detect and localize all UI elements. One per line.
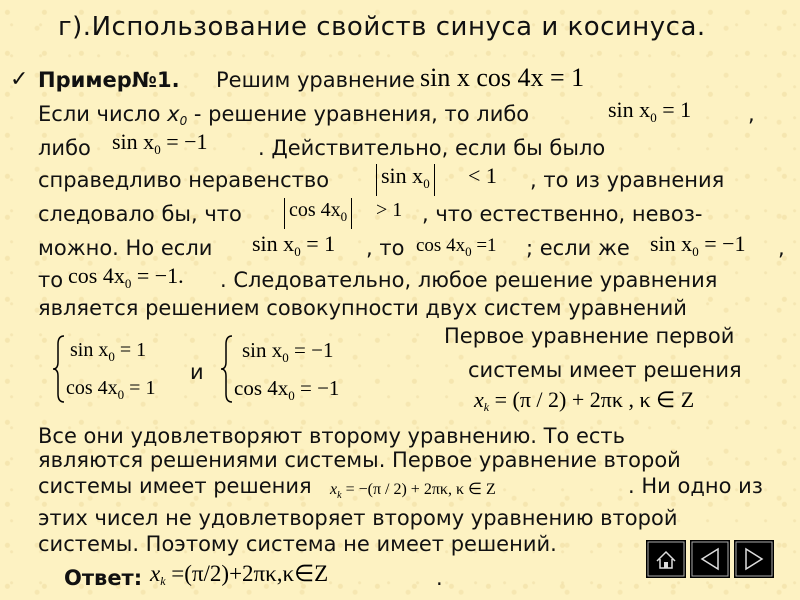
main-equation: sin x cos 4x = 1 [420,63,585,92]
right-text-1: Первое уравнение первой [444,324,735,348]
text-line-4a: справедливо неравенство [38,168,330,192]
formula-abs-cos: $\cos 4x_0$ [284,198,352,229]
system-1-eq-a: $\sin x_0 = 1$ [70,339,147,364]
para-line-2: являются решениями системы. Первое уравнение второй [38,448,681,472]
comma: , [778,236,785,260]
home-button[interactable] [646,540,686,578]
checkmark-icon: ✓ [10,67,29,92]
text-line-3a: либо [38,136,91,160]
prev-button[interactable] [690,540,730,578]
right-text-2: системы имеет решения [468,358,742,382]
system-1-eq-b: $\cos 4x_0 = 1$ [66,377,156,402]
left-brace-icon [52,334,66,404]
formula-cos-eq-1: $\cos 4x_0 =1$ [416,235,497,259]
para-line-3b: . Ни одно из [628,474,763,498]
answer-formula: xk =(π/2)+2πκ,κ∈Z [150,561,329,588]
para-line-4: этих чисел не удовлетворяет второму уравнению второй [38,506,678,530]
and-label: и [190,360,204,384]
text-line-7b: . Следовательно, любое решение уравнения [220,268,718,292]
para-line-3a: системы имеет решения [38,474,312,498]
para-line-1: Все они удовлетворяют второму уравнению. То есть [38,424,626,448]
text-fragment: - решение уравнения, то либо [193,102,530,126]
formula-abs-sin: $\sin x_0$ [376,164,435,196]
answer-end: . [436,566,443,590]
answer-label: Ответ: [64,566,143,590]
formula-sin-x0-eq-minus-1-b: $\sin x_0 = -1$ [650,231,746,259]
formula-gt-1: > 1 [376,199,403,221]
text-fragment: Если число [38,102,161,126]
text-line-8: является решением совокупности двух систем уравнений [38,296,687,320]
system-1 [52,334,192,404]
comma: , [748,102,755,126]
text-line-5a: следовало бы, что [38,202,242,226]
formula-lt-1: < 1 [468,163,497,188]
triangle-right-icon [735,541,773,577]
formula-sin-x0-eq-1: $\sin x_0 = 1$ [608,97,692,125]
page-title: г).Использование свойств синуса и косинуса. [58,12,706,42]
text-line-7a: то [38,268,64,292]
triangle-left-icon [691,541,729,577]
system-2 [220,334,390,404]
text-line-6b: , то [366,236,405,260]
para-line-5: системы. Поэтому система не имеет решений. [38,532,557,556]
formula-sin-x0-eq-1-b: $\sin x_0 = 1$ [252,231,336,259]
subscript: 0 [179,114,188,128]
left-brace-icon [220,334,234,404]
text-line-5b: , что естественно, невоз- [422,202,703,226]
next-button[interactable] [734,540,774,578]
system-2-eq-a: $\sin x_0 = -1$ [242,338,334,365]
example-label: Пример№1. [38,68,180,92]
text-line-6c: ; если же [526,236,630,260]
text-line-4b: , то из уравнения [530,168,725,192]
system-2-eq-b: $\cos 4x_0 = -1$ [234,376,340,403]
text-line-6a: можно. Но если [38,236,213,260]
formula-sin-x0-eq-minus-1: $\sin x_0 = -1$ [112,129,208,157]
solution-2: $x_k = -(\pi / 2) + 2\pi\kappa$, κ ∈ Z [330,481,496,501]
text-line-1: Решим уравнение [216,68,415,92]
variable-x: x [167,102,180,126]
formula-cos-eq-minus-1: $\cos 4x_0 = -1$. [68,263,184,291]
solution-1: xk = (π / 2) + 2πκ , κ ∈ Z [474,387,695,414]
text-line-3b: . Действительно, если бы было [258,136,606,160]
home-icon [647,541,685,577]
